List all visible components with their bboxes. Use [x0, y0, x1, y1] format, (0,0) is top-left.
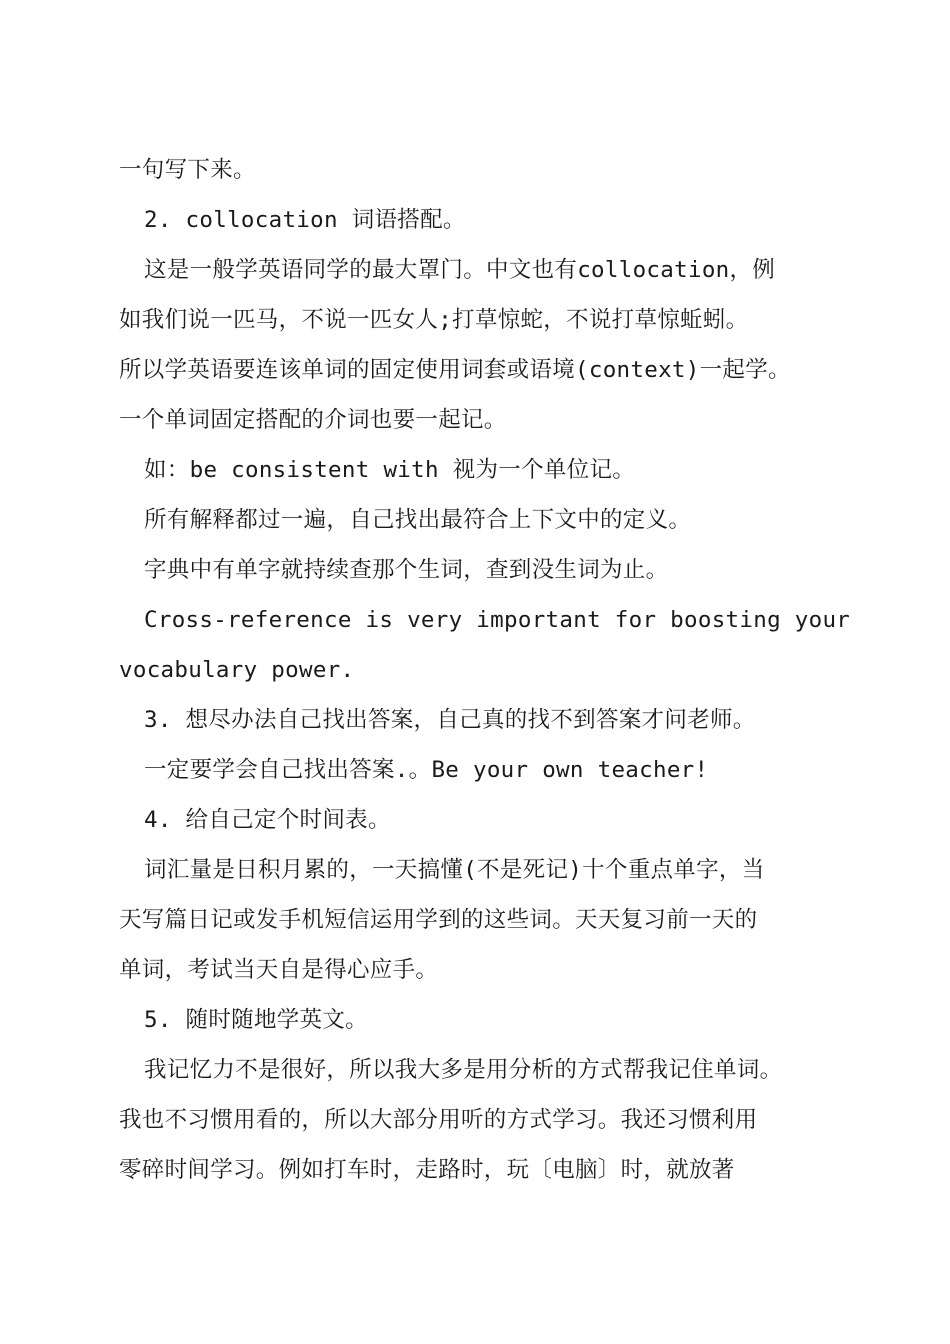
paragraph-line: 字典中有单字就持续查那个生词，查到没生词为止。 — [144, 557, 669, 583]
paragraph-line: 我也不习惯用看的，所以大部分用听的方式学习。我还习惯利用 — [119, 1107, 758, 1133]
paragraph-line: 词汇量是日积月累的，一天搞懂(不是死记)十个重点单字，当 — [144, 857, 765, 883]
text-line-continuation: 一句写下来。 — [119, 157, 256, 183]
paragraph-line: 零碎时间学习。例如打车时，走路时，玩〔电脑〕时，就放著 — [119, 1157, 735, 1183]
paragraph-line: 单词，考试当天自是得心应手。 — [119, 957, 439, 983]
section-heading-2: 2. collocation 词语搭配。 — [144, 207, 466, 233]
document-body — [119, 145, 849, 1195]
section-heading-4: 4. 给自己定个时间表。 — [144, 807, 391, 833]
paragraph-line: 天写篇日记或发手机短信运用学到的这些词。天天复习前一天的 — [119, 907, 758, 933]
paragraph-line: 所有解释都过一遍，自己找出最符合上下文中的定义。 — [144, 507, 692, 533]
paragraph-line: 一个单词固定搭配的介词也要一起记。 — [119, 407, 507, 433]
paragraph-line: 一定要学会自己找出答案.。Be your own teacher! — [144, 757, 709, 783]
section-heading-3: 3. 想尽办法自己找出答案，自己真的找不到答案才问老师。 — [144, 707, 756, 733]
paragraph-line: Cross-reference is very important for boosting your — [144, 607, 851, 633]
paragraph-line: 这是一般学英语同学的最大罩门。中文也有collocation，例 — [144, 257, 776, 283]
paragraph-line: 我记忆力不是很好，所以我大多是用分析的方式帮我记住单词。 — [144, 1057, 783, 1083]
paragraph-line: 如：be consistent with 视为一个单位记。 — [144, 457, 636, 483]
paragraph-line: 所以学英语要连该单词的固定使用词套或语境(context)一起学。 — [119, 357, 791, 383]
paragraph-line: 如我们说一匹马，不说一匹女人;打草惊蛇，不说打草惊蚯蚓。 — [119, 307, 749, 333]
paragraph-line: vocabulary power. — [119, 657, 355, 683]
section-heading-5: 5. 随时随地学英文。 — [144, 1007, 368, 1033]
